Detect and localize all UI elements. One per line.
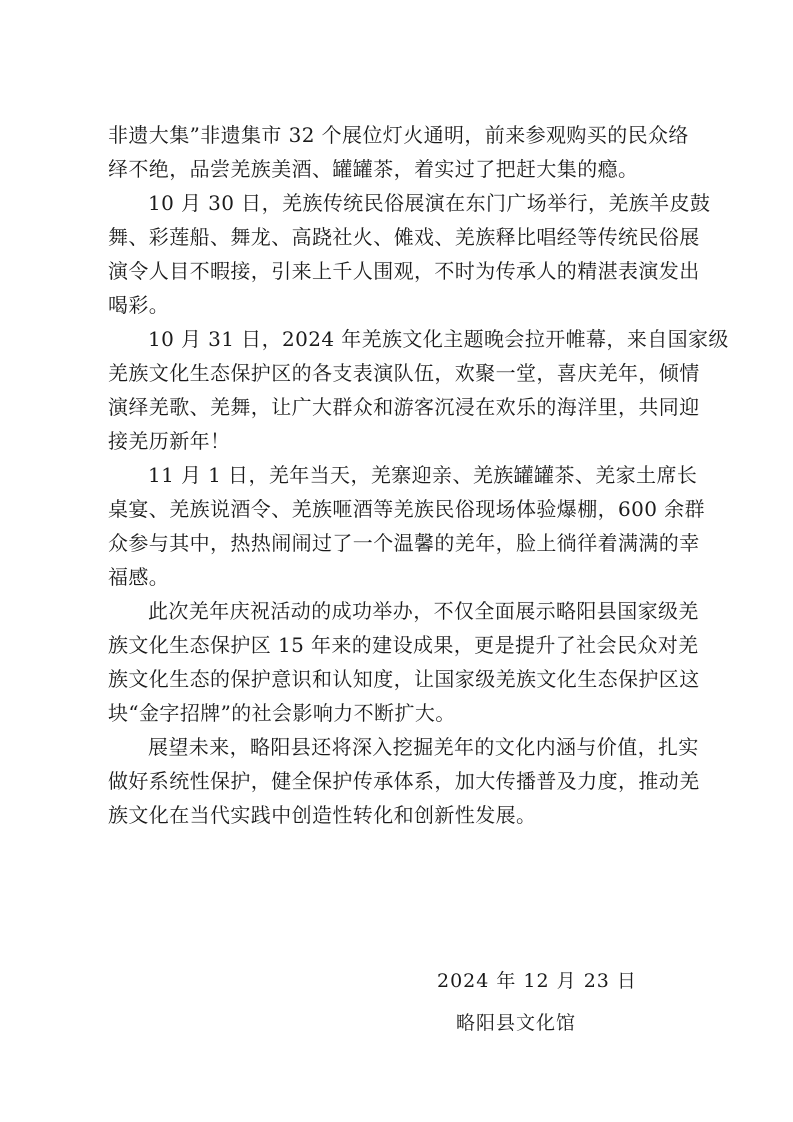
paragraph [108,730,700,832]
text-line: 羌族文化生态保护区的各支表演队伍，欢聚一堂，喜庆羌年，倾情 [108,361,700,385]
paragraph [108,594,700,730]
paragraph [108,118,688,186]
text-line: 族文化生态保护区 15 年来的建设成果，更是提升了社会民众对羌 [108,633,699,657]
text-line: 此次羌年庆祝活动的成功举办，不仅全面展示略阳县国家级羌 [148,599,699,623]
text-line: 舞、彩莲船、舞龙、高跷社火、傩戏、羌族释比唱经等传统民俗展 [108,225,700,249]
paragraph [108,458,705,594]
text-line: 11 月 1 日，羌年当天，羌寨迎亲、羌族罐罐茶、羌家土席长 [148,463,698,487]
text-line: 10 月 31 日，2024 年羌族文化主题晚会拉开帷幕，来自国家级 [148,327,729,351]
text-line: 演令人目不暇接，引来上千人围观，不时为传承人的精湛表演发出 [108,259,700,283]
paragraph [108,322,729,458]
signature-date: 2024 年 12 月 23 日 [437,970,637,992]
text-line: 族文化在当代实践中创造性转化和创新性发展。 [108,803,537,827]
text-line: 做好系统性保护，健全保护传承体系，加大传播普及力度，推动羌 [108,769,700,793]
text-line: 福感。 [108,565,170,589]
text-line: 喝彩。 [108,293,170,317]
text-line: 桌宴、羌族说酒令、羌族咂酒等羌族民俗现场体验爆棚，600 余群 [108,497,705,521]
text-line: 绎不绝，品尝羌族美酒、罐罐茶，着实过了把赶大集的瘾。 [108,157,639,181]
paragraph [108,186,711,322]
text-line: 演绎羌歌、羌舞，让广大群众和游客沉浸在欢乐的海洋里，共同迎 [108,395,700,419]
text-line: 非遗大集”非遗集市 32 个展位灯火通明，前来参观购买的民众络 [108,123,689,147]
text-line: 展望未来，略阳县还将深入挖掘羌年的文化内涵与价值，扎实 [148,735,699,759]
signature-organization: 略阳县文化馆 [456,1012,577,1034]
text-line: 10 月 30 日，羌族传统民俗展演在东门广场举行，羌族羊皮鼓 [148,191,711,215]
text-line: 接羌历新年！ [108,429,231,453]
text-line: 块“金字招牌”的社会影响力不断扩大。 [108,701,456,725]
text-line: 众参与其中，热热闹闹过了一个温馨的羌年，脸上徜徉着满满的幸 [108,531,700,555]
text-line: 族文化生态的保护意识和认知度，让国家级羌族文化生态保护区这 [108,667,700,691]
document-body [108,118,729,832]
